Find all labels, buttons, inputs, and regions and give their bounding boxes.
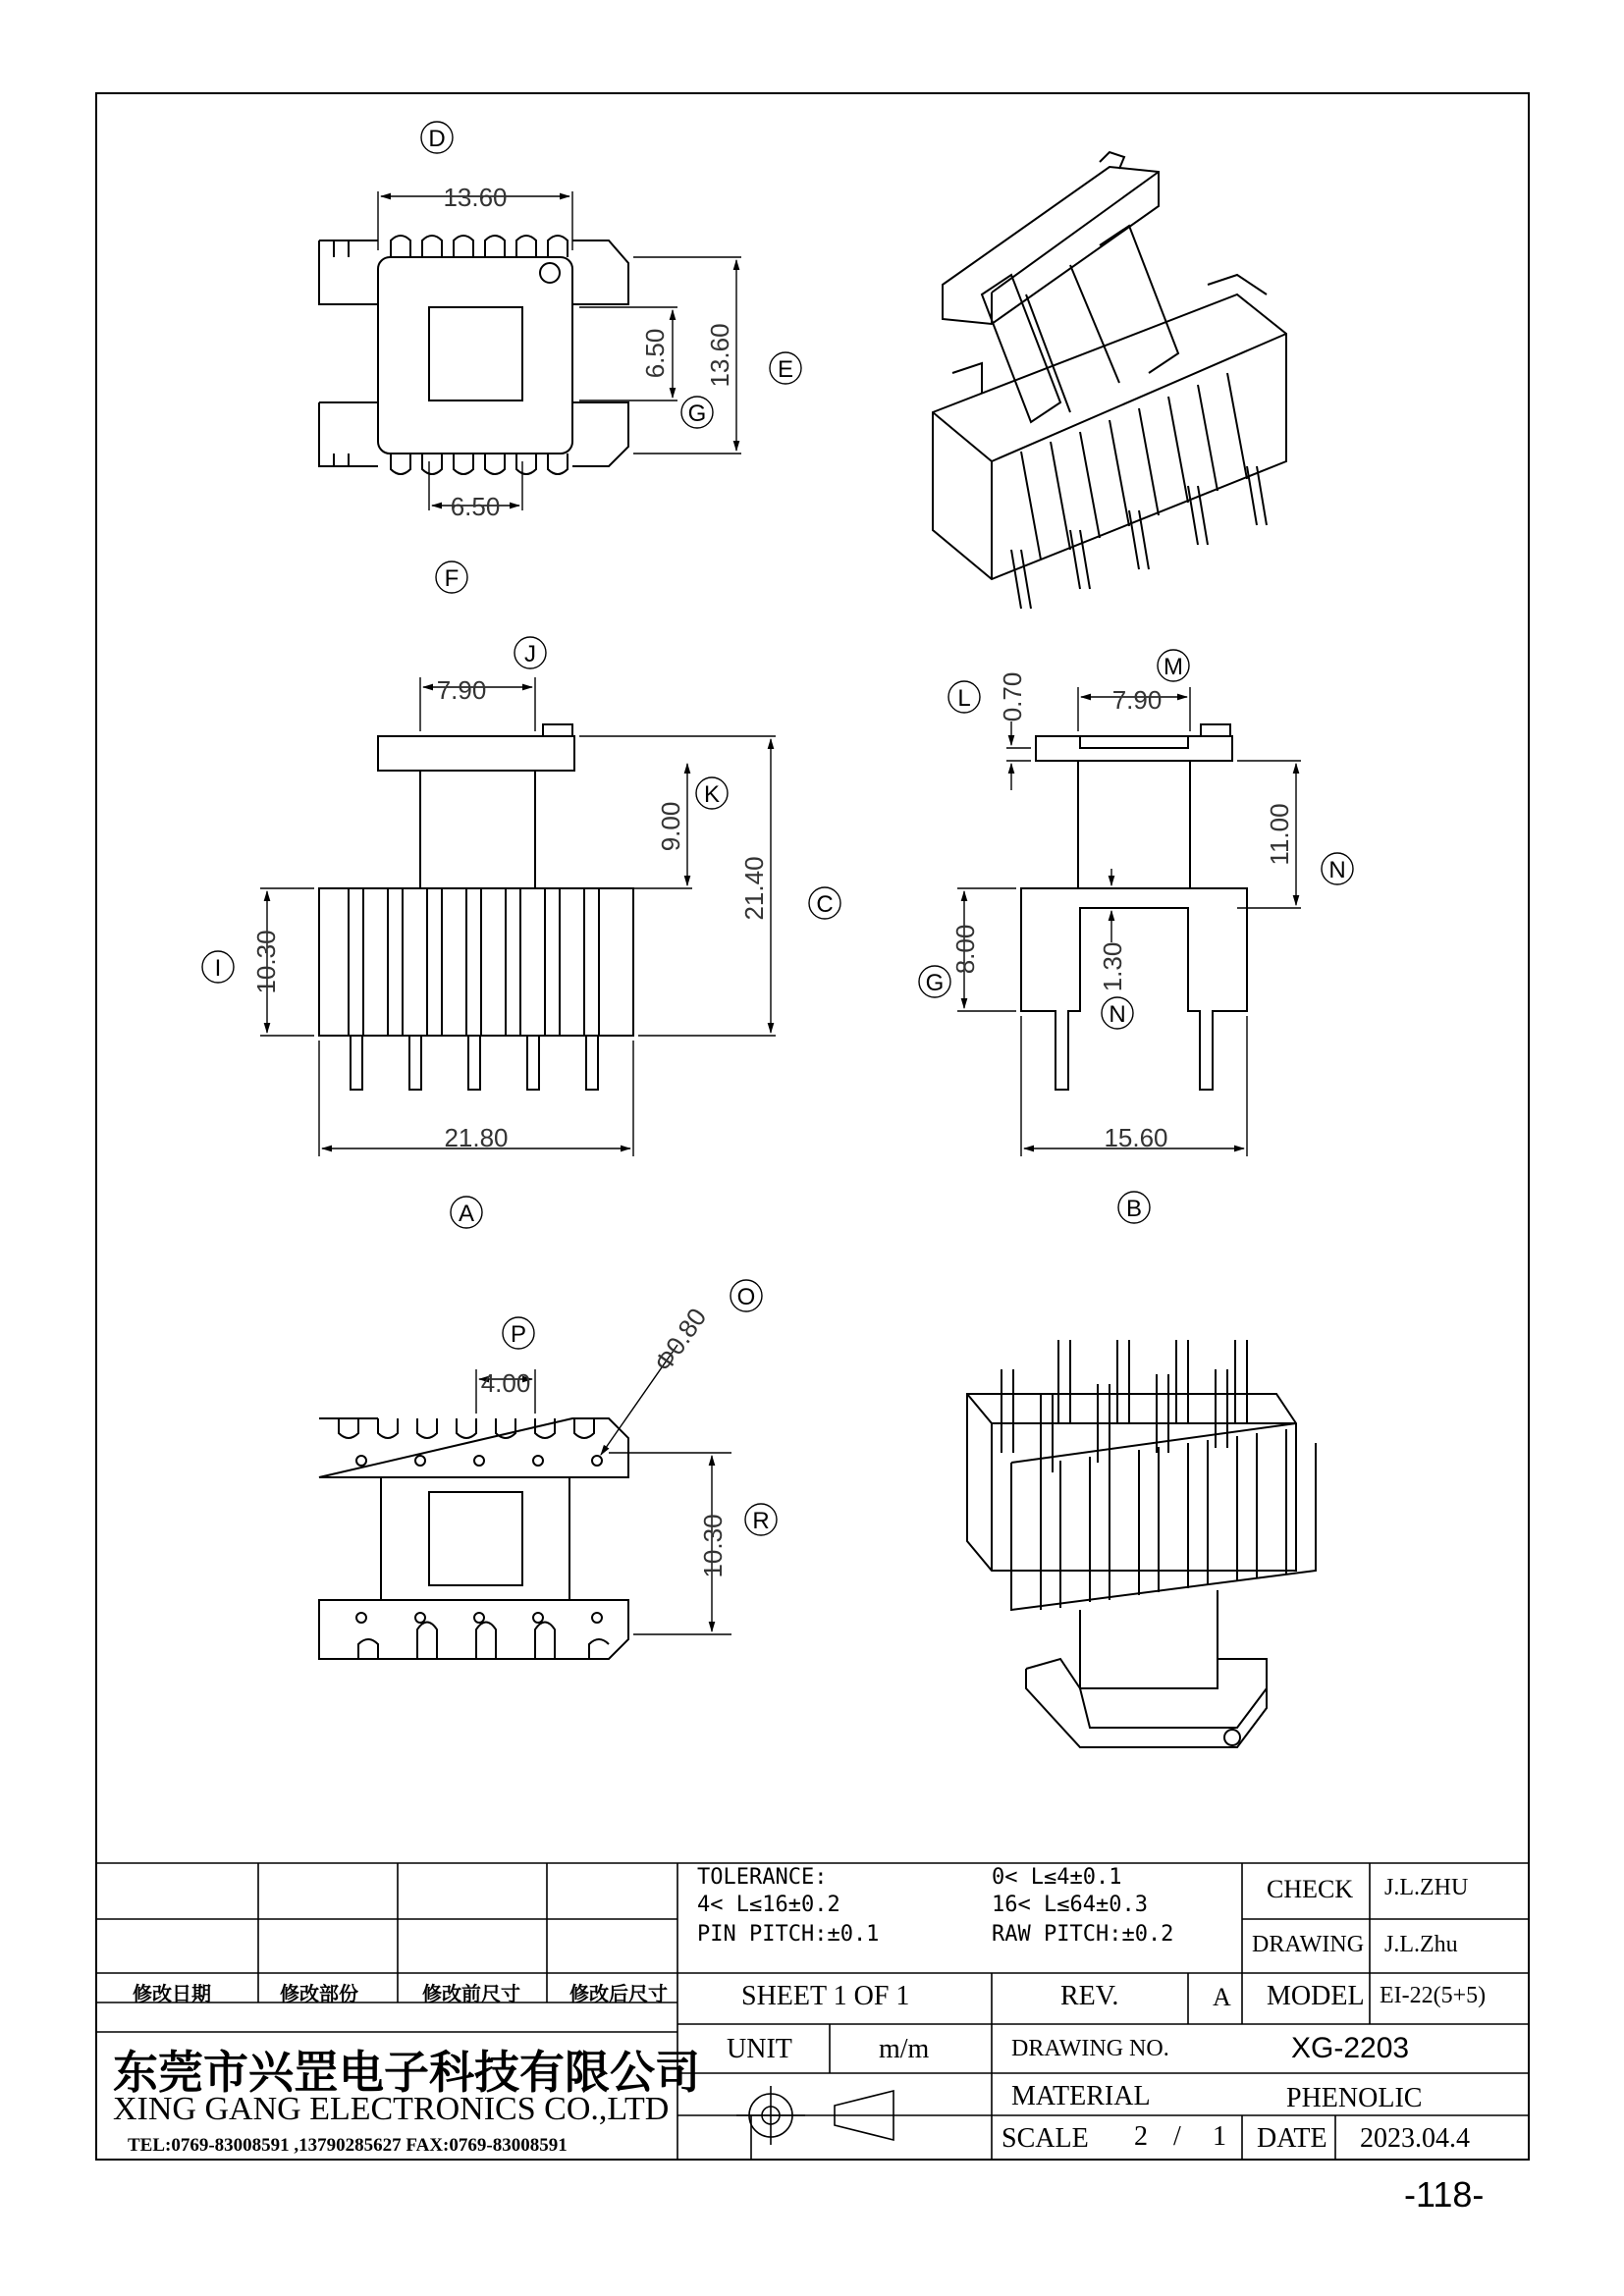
ref-k: K <box>703 781 721 808</box>
rev-part-header: 修改部份 <box>280 1984 358 2005</box>
ref-e: E <box>777 356 794 383</box>
dim-side-width: 15.60 <box>1104 1123 1168 1152</box>
iso-view-upper <box>933 152 1286 609</box>
unit-value: m/m <box>879 2034 930 2064</box>
page-number: -118- <box>1404 2174 1485 2215</box>
ref-g-side: G <box>925 970 945 996</box>
dim-side-g: 8.00 <box>950 924 980 975</box>
rev-value: A <box>1213 1983 1231 2011</box>
ref-b: B <box>1125 1196 1143 1222</box>
company-name-cn: 东莞市兴罡电子科技有限公司 <box>113 2046 700 2099</box>
drawing-label: DRAWING <box>1252 1932 1365 1957</box>
date-label: DATE <box>1257 2123 1327 2154</box>
dim-pin-pitch: 4.00 <box>480 1368 531 1398</box>
ref-g-top: G <box>687 400 707 427</box>
dim-front-width: 21.80 <box>444 1123 509 1152</box>
ref-p: P <box>510 1321 527 1348</box>
dim-top-outer-height: 13.60 <box>705 323 734 388</box>
ref-c: C <box>816 891 834 918</box>
drawing-value: J.L.Zhu <box>1384 1932 1458 1957</box>
pin-pitch: PIN PITCH:±0.1 <box>697 1922 880 1947</box>
dim-top-inner-width: 6.50 <box>450 492 501 521</box>
tolerance-2: 4< L≤16±0.2 <box>697 1893 840 1917</box>
raw-pitch: RAW PITCH:±0.2 <box>992 1922 1174 1947</box>
scale-denominator: 1 <box>1213 2121 1226 2152</box>
rev-date-header: 修改日期 <box>133 1984 211 2005</box>
scale-numerator: 2 <box>1134 2121 1148 2152</box>
dim-pin-diameter: Φ0.80 <box>647 1303 713 1377</box>
ref-a: A <box>458 1201 475 1227</box>
rev-after-header: 修改后尺寸 <box>569 1984 668 2005</box>
rev-before-header: 修改前尺寸 <box>422 1984 520 2005</box>
dim-top-inner-height: 6.50 <box>640 328 670 379</box>
dim-side-n: 11.00 <box>1265 803 1294 866</box>
ref-f: F <box>444 565 460 592</box>
dim-front-c: 21.40 <box>739 856 769 921</box>
scale-label: SCALE <box>1001 2123 1089 2154</box>
model-label: MODEL <box>1267 1981 1365 2011</box>
dim-side-l: 0.70 <box>998 671 1027 722</box>
ref-m: M <box>1164 654 1183 680</box>
drawing-no-label: DRAWING NO. <box>1011 2036 1169 2061</box>
tolerance-label: TOLERANCE: <box>697 1865 828 1890</box>
side-view-b <box>1021 724 1247 1090</box>
dim-side-inner: 1.30 <box>1098 941 1127 992</box>
dim-side-m: 7.90 <box>1111 685 1163 715</box>
check-value: J.L.ZHU <box>1384 1875 1469 1900</box>
tolerance-1: 0< L≤4±0.1 <box>992 1865 1122 1890</box>
drawing-no-value: XG-2203 <box>1291 2032 1410 2064</box>
material-value: PHENOLIC <box>1286 2083 1423 2113</box>
front-view-a <box>319 724 633 1090</box>
tolerance-3: 16< L≤64±0.3 <box>992 1893 1148 1917</box>
dim-top-width: 13.60 <box>443 183 508 212</box>
date-value: 2023.04.4 <box>1360 2123 1470 2154</box>
ref-i: I <box>214 955 222 982</box>
dim-front-top: 7.90 <box>436 675 487 705</box>
top-view-dims <box>378 122 801 593</box>
ref-o: O <box>736 1284 756 1310</box>
dim-front-i: 10.30 <box>251 930 281 994</box>
top-view <box>319 236 628 474</box>
ref-r: R <box>752 1508 770 1534</box>
rev-label: REV. <box>1060 1981 1119 2011</box>
ref-d: D <box>428 126 446 152</box>
iso-view-lower <box>967 1340 1316 1747</box>
check-label: CHECK <box>1267 1875 1354 1903</box>
unit-label: UNIT <box>727 2034 792 2064</box>
dim-front-k: 9.00 <box>656 801 685 852</box>
ref-l: L <box>957 685 971 712</box>
ref-j: J <box>524 641 536 667</box>
ref-n-inner: N <box>1109 1001 1126 1028</box>
scale-separator: / <box>1173 2121 1181 2152</box>
ref-n-right: N <box>1328 857 1346 883</box>
company-name-en: XING GANG ELECTRONICS CO.,LTD <box>113 2091 670 2127</box>
material-label: MATERIAL <box>1011 2081 1151 2111</box>
drawing-border <box>96 93 1529 2160</box>
company-contact: TEL:0769-83008591 ,13790285627 FAX:0769-83008591 <box>128 2135 568 2156</box>
dim-bottom-height: 10.30 <box>698 1514 728 1578</box>
model-value: EI-22(5+5) <box>1380 1983 1487 2008</box>
bottom-view <box>319 1418 628 1659</box>
sheet-number: SHEET 1 OF 1 <box>741 1981 910 2011</box>
